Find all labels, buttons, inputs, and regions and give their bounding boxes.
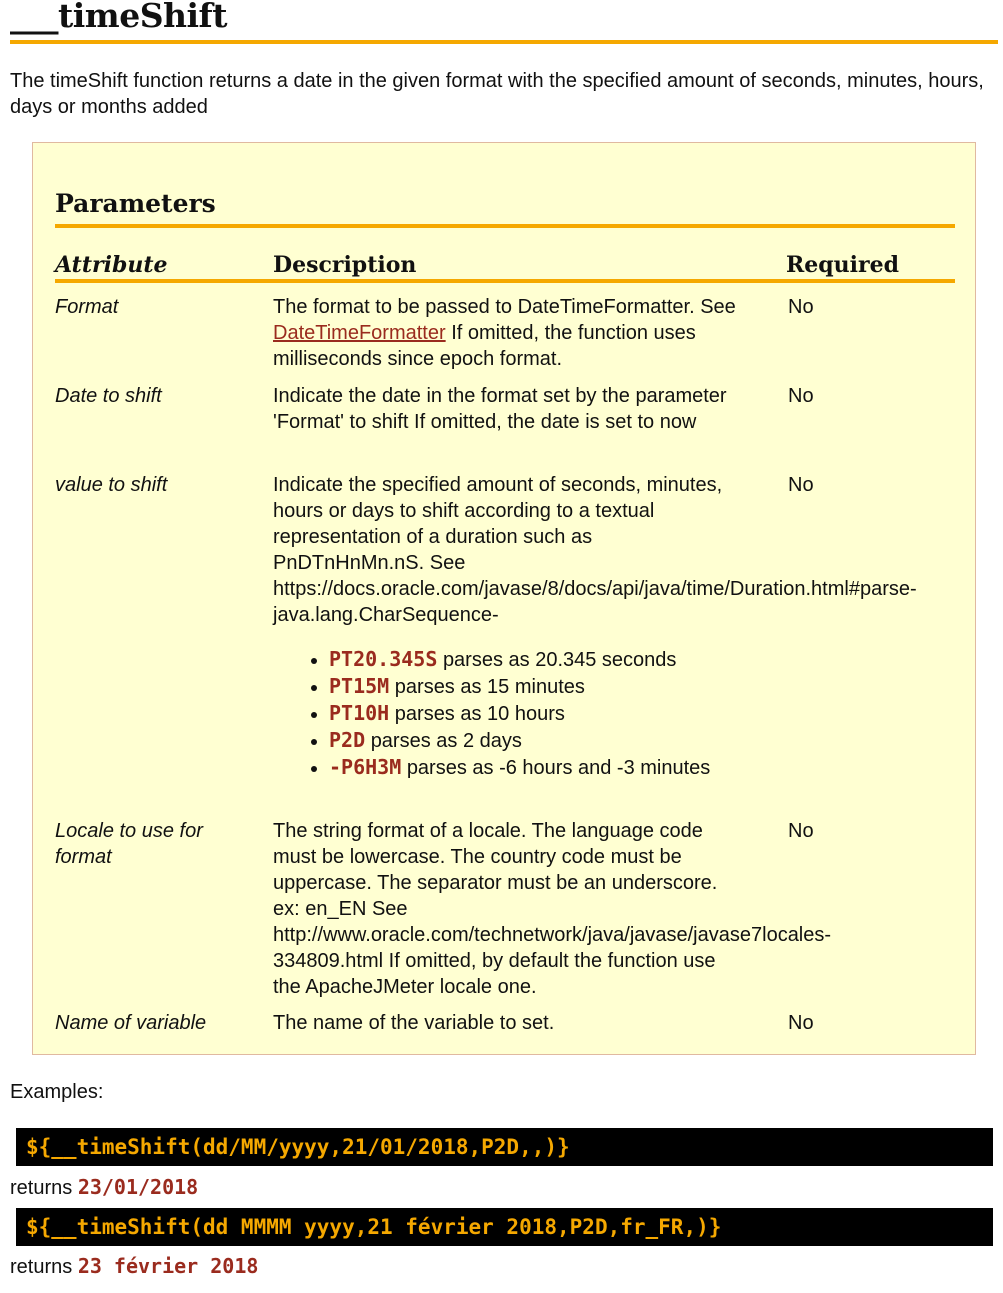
required-cell: No (788, 385, 814, 407)
code-example-1: ${__timeShift(dd/MM/yyyy,21/01/2018,P2D,,)} (16, 1128, 993, 1166)
intro-text: The timeShift function returns a date in the given format with the specified amount of seconds, minutes, hours, days or months added (10, 70, 984, 118)
description-cell (273, 472, 973, 781)
description-text: If omitted, the function uses milliseconds since epoch format. (273, 322, 696, 370)
duration-doc-url-cont: java.lang.CharSequence- (273, 604, 499, 626)
header-attribute: Attribute (55, 252, 168, 278)
duration-doc-url: https://docs.oracle.com/javase/8/docs/api/java/time/Duration.html#parse- (273, 578, 917, 600)
parameters-box (32, 142, 976, 1055)
list-item: • P2D parses as 2 days (329, 727, 973, 754)
duration-code: -P6H3M (329, 755, 402, 779)
duration-code: PT20.345S (329, 647, 438, 671)
description-text: 334809.html If omitted, by default the function use the ApacheJMeter locale one. (273, 950, 716, 998)
description-cell (273, 294, 973, 372)
attribute-cell: Date to shift (55, 385, 162, 407)
result-value: 23/01/2018 (77, 1175, 199, 1199)
description-text: The string format of a locale. The language code must be lowercase. The country code must be uppercase. The separator must be an underscore. ex: en_EN See (273, 820, 718, 920)
example-1-result: returns 23/01/2018 (10, 1175, 199, 1199)
header-required: Required (786, 252, 899, 278)
examples-label: Examples: (10, 1081, 104, 1103)
code-example-2: ${__timeShift(dd MMMM yyyy,21 février 2018,P2D,fr_FR,)} (16, 1208, 993, 1246)
description-text: The format to be passed to DateTimeFormatter. See (273, 296, 736, 318)
duration-code: P2D (329, 728, 366, 752)
description-text: The name of the variable to set. (273, 1012, 555, 1034)
table-header (55, 249, 955, 283)
attribute-cell: Format (55, 296, 119, 318)
required-cell: No (788, 1012, 814, 1034)
result-value: 23 février 2018 (77, 1254, 259, 1278)
required-cell: No (788, 296, 814, 318)
header-description: Description (273, 252, 417, 278)
description-text: Indicate the date in the format set by the parameter 'Format' to shift If omitted, the date is set to now (273, 385, 727, 433)
description-cell (273, 818, 973, 1000)
description-text: Indicate the specified amount of seconds, minutes, hours or days to shift according to a textual representation of a duration such as PnDTnHnMn.nS. See (273, 474, 723, 574)
list-item: • -P6H3M parses as -6 hours and -3 minutes (329, 754, 973, 781)
page-title: ___timeShift (10, 0, 998, 44)
required-cell: No (788, 820, 814, 842)
duration-examples-list (273, 646, 973, 781)
example-2-result: returns 23 février 2018 (10, 1254, 259, 1278)
duration-code: PT10H (329, 701, 390, 725)
attribute-cell: value to shift (55, 474, 168, 496)
datetimeformatter-link[interactable]: DateTimeFormatter (273, 322, 446, 344)
required-cell: No (788, 474, 814, 496)
attribute-cell: Locale to use for format (55, 820, 203, 868)
description-cell (273, 1010, 973, 1036)
locales-doc-url: http://www.oracle.com/technetwork/java/javase/javase7locales- (273, 924, 832, 946)
attribute-cell: Name of variable (55, 1012, 207, 1034)
list-item: • PT10H parses as 10 hours (329, 700, 973, 727)
description-cell (273, 383, 973, 435)
duration-code: PT15M (329, 674, 390, 698)
list-item: • PT20.345S parses as 20.345 seconds (329, 646, 973, 673)
parameters-heading: Parameters (55, 187, 955, 228)
list-item: • PT15M parses as 15 minutes (329, 673, 973, 700)
